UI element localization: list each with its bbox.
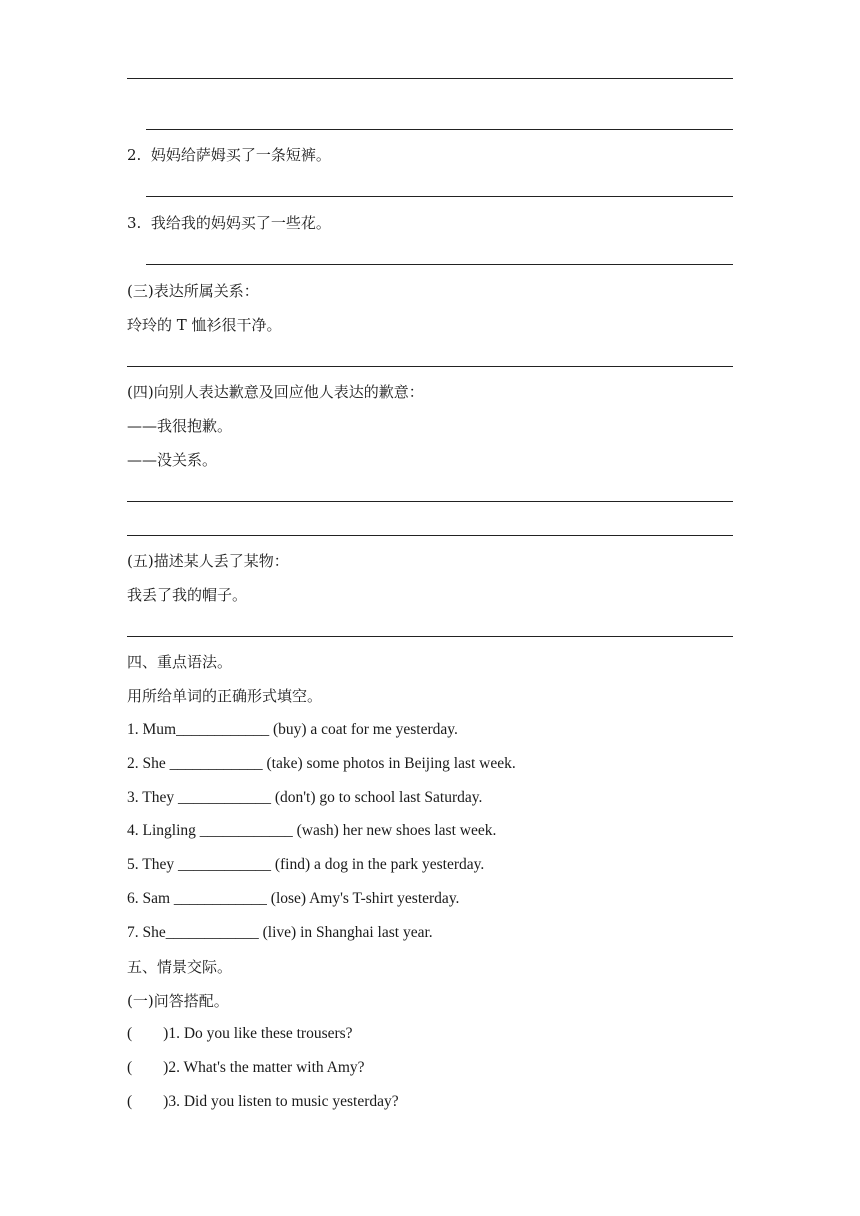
section-heading-apology: (四)向别人表达歉意及回应他人表达的歉意：	[127, 383, 424, 401]
answer-line	[146, 264, 733, 265]
grammar-item-4: 4. Lingling ____________ (wash) her new shoes last week.	[127, 822, 497, 839]
communication-subheading: (一)问答搭配。	[127, 992, 229, 1010]
apology-line-1: ——我很抱歉。	[127, 417, 233, 435]
answer-line	[127, 535, 733, 536]
grammar-item-2: 2. She ____________ (take) some photos in Beijing last week.	[127, 755, 516, 772]
matching-question-2: ( )2. What's the matter with Amy?	[127, 1059, 365, 1076]
grammar-item-7: 7. She____________ (live) in Shanghai last year.	[127, 924, 433, 941]
grammar-item-5: 5. They ____________ (find) a dog in the park yesterday.	[127, 856, 485, 873]
grammar-item-6: 6. Sam ____________ (lose) Amy's T-shirt yesterday.	[127, 890, 460, 907]
lost-sentence: 我丢了我的帽子。	[127, 586, 248, 604]
section-heading-possession: (三)表达所属关系：	[127, 282, 259, 300]
grammar-instruction: 用所给单词的正确形式填空。	[127, 687, 323, 705]
apology-line-2: ——没关系。	[127, 451, 218, 469]
answer-line	[127, 501, 733, 502]
translation-item-2: 2. 妈妈给萨姆买了一条短裤。	[127, 146, 331, 164]
answer-line	[127, 78, 733, 79]
answer-line	[146, 129, 733, 130]
grammar-item-3: 3. They ____________ (don't) go to school last Saturday.	[127, 789, 483, 806]
translation-item-3: 3. 我给我的妈妈买了一些花。	[127, 214, 331, 232]
communication-heading: 五、情景交际。	[127, 958, 233, 976]
answer-line	[127, 636, 733, 637]
answer-line	[127, 366, 733, 367]
matching-question-1: ( )1. Do you like these trousers?	[127, 1025, 353, 1042]
possession-sentence: 玲玲的 T 恤衫很干净。	[127, 316, 282, 334]
matching-question-3: ( )3. Did you listen to music yesterday?	[127, 1093, 399, 1110]
section-heading-lost: (五)描述某人丢了某物：	[127, 552, 289, 570]
answer-line	[146, 196, 733, 197]
grammar-heading: 四、重点语法。	[127, 653, 233, 671]
grammar-item-1: 1. Mum____________ (buy) a coat for me yesterday.	[127, 721, 458, 738]
